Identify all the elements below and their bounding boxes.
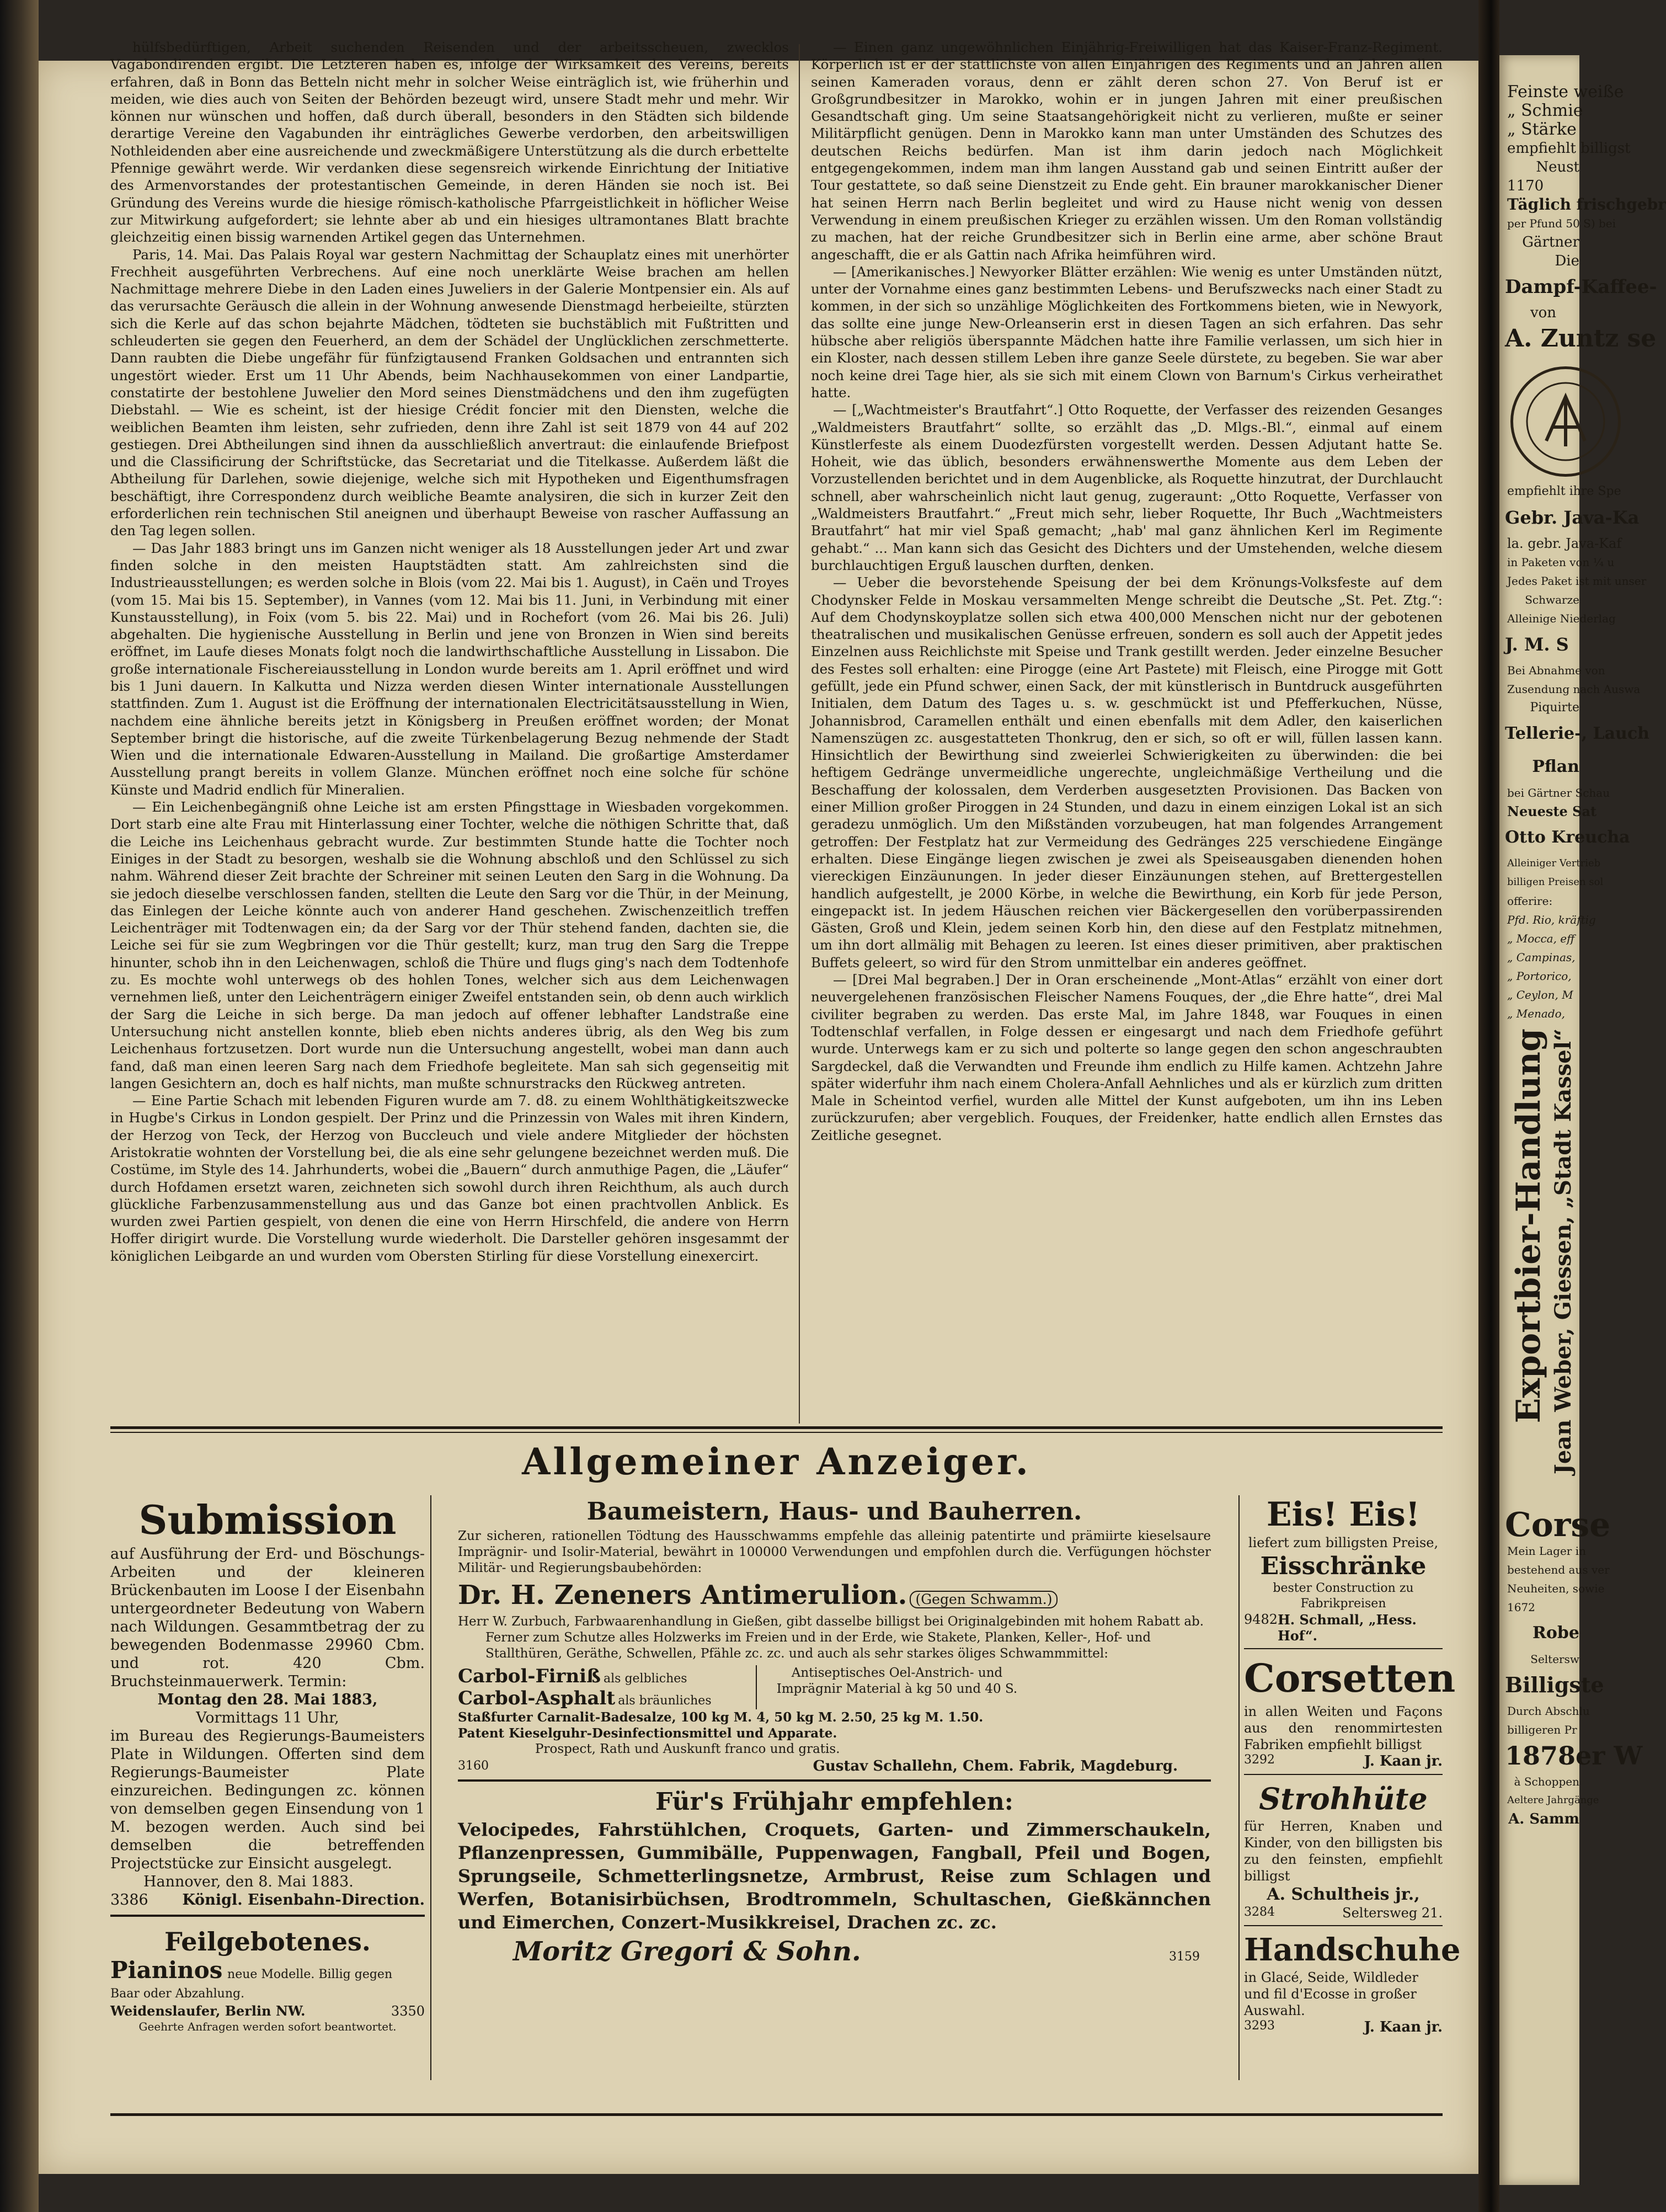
strip-text: A. Samm bbox=[1508, 1811, 1579, 1827]
article-paragraph: Paris, 14. Mai. Das Palais Royal war gestern Nachmittag der Schauplatz eines mit unerhörter Frechheit ausgeführten Verbrechens. Auf eine noch unerklärte Weise brachen am hellen Nachmittage mehrere Diebe in den Laden eines Juweliers in der Galerie Montpensier ein. Als auf das verursachte Geräusch die allein in der Wohnung anwesende Dienstmagd herbeieilte, stürzten sich die Kerle auf das schon bejahrte Mädchen, tödteten sie buchstäblich mit Fußtritten und schleuderten sie gegen den Feuerherd, an dem der Schädel der Unglücklichen zerschmetterte. Dann raubten die Diebe ungefähr für fünfzigtausend Franken Goldsachen und entrannten sich ungestört wieder. Erst um 11 Uhr Abends, beim Nachhausekommen von einer Landpartie, constatirte der bestohlene Juwelier den Mord seines Dienstmädchens und den ihm zugefügten Diebstahl. — Wie es scheint, ist der hiesige Crédit foncier mit den Diensten, welche die weiblichen Beamten ihm leisten, sehr zufrieden, denn ihre Zahl ist seit 1879 von 44 auf 202 gestiegen. Drei Abtheilungen sind ihnen da ausschließlich anvertraut: die einlaufende Briefpost und die Classificirung der Schriftstücke, das Secretariat und die Titelkasse. Außerdem läßt die Abtheilung für Darlehen, sowie diejenige, welche sich mit Hypotheken und Eigenthumsfragen beschäftigt, ihre Correspondenz durch weibliche Beamte analysiren, die sich in kurzer Zeit den erforderlichen rein technischen Stil aneignen und überhaupt Beweise von rascher Auffassung an den Tag legen sollen. bbox=[110, 246, 789, 539]
strip-text: à Schoppen bbox=[1514, 1775, 1579, 1788]
strip-text: Durch Abschlu bbox=[1507, 1704, 1590, 1718]
ad-divider bbox=[1238, 1495, 1240, 2080]
ad-number: 3159 bbox=[1169, 1950, 1200, 1964]
bottom-rule bbox=[110, 2113, 1443, 2116]
strip-text: bei Gärtner Schau bbox=[1507, 786, 1610, 799]
strip-text: la. gebr. Java-Kaf bbox=[1507, 536, 1622, 551]
ad-text: im Bureau des Regierungs-Baumeisters Plate in Wildungen. Offerten sind dem Regierungs-Baumeister Plate einzureichen. Bedingungen zc. können von demselben gegen Einsendung von 1 M. bezogen werden. Auch sind bei demselben die betreffenden Projectstücke zur Einsicht ausgelegt. bbox=[110, 1728, 425, 1872]
column-divider bbox=[799, 44, 800, 1424]
strip-text: Pfd. Rio, kräftig bbox=[1507, 913, 1596, 926]
strip-text: Pflan bbox=[1532, 757, 1579, 776]
ad-number: 3284 bbox=[1244, 1905, 1275, 1919]
strip-text: Alleinige Niederlag bbox=[1507, 612, 1616, 625]
ad-address: Seltersweg 21. bbox=[1342, 1905, 1443, 1921]
strip-text: empfiehlt ihre Spe bbox=[1507, 484, 1621, 498]
ad-time: Vormittags 11 Uhr, bbox=[196, 1709, 339, 1726]
strip-text: billigen Preisen sol bbox=[1507, 876, 1604, 888]
ad-number: 9482 bbox=[1244, 1612, 1278, 1627]
strip-text: Zusendung nach Auswa bbox=[1507, 683, 1641, 696]
ad-text: Staßfurter Carnalit-Badesalze, 100 kg M. 4, 50 kg M. 2.50, 25 kg M. 1.50. bbox=[458, 1710, 984, 1725]
ad-heading: Submission bbox=[138, 1496, 397, 1543]
strip-text: bestehend aus ver bbox=[1507, 1563, 1610, 1576]
strip-text: per Pfund 50 S) bei bbox=[1507, 217, 1616, 230]
ad-signature-row bbox=[110, 1891, 425, 1909]
ad-heading: Strohhüte bbox=[1259, 1781, 1428, 1816]
strip-text: Corse bbox=[1505, 1506, 1611, 1544]
ad-text: in Glacé, Seide, Wildleder und fil d'Ecosse in großer Auswahl. bbox=[1244, 1970, 1418, 2018]
article-paragraph: — Eine Partie Schach mit lebenden Figuren wurde am 7. d8. zu einem Wohlthätigkeitszwecke in Hugbe's Cirkus in London gespielt. Der Prinz und die Prinzessin von Wales mit ihren Kindern, der Herzog von Teck, der Herzog von Buccleuch und viele andere Mitglieder der höchsten Aristokratie wohnten der Vorstellung bei, die als eine sehr gelungene bezeichnet werden muß. Die Costüme, im Style des 14. Jahrhunderts, wobei die „Bauern“ durch anmuthige Pagen, die „Läufer“ durch Hofdamen ersetzt waren, zeichneten sich sowohl durch ihren Reichthum, als auch durch glückliche Farbenzusammenstellung aus und das Ganze bot einen prachtvollen Anblick. Es wurden zwei Partien gespielt, von denen die eine von Herrn Hirschfeld, die andere von Herrn Hoffer dirigirt wurde. Die Vorstellung wurde wiederholt. Die Darsteller gehören insgesammt der königlichen Leibgarde an und wurden vom Obersten Stirling für diese Vorstellung einexercirt. bbox=[110, 1092, 789, 1264]
ad-signature: Königl. Eisenbahn-Direction. bbox=[182, 1891, 425, 1909]
ad-rule bbox=[1244, 1648, 1443, 1649]
strip-text: empfiehlt billigst bbox=[1507, 140, 1631, 157]
strip-text: Otto Kreucha bbox=[1505, 828, 1630, 847]
strip-text: Jedes Paket ist mit unser bbox=[1507, 574, 1647, 588]
ad-rule bbox=[458, 1779, 1211, 1782]
ad-piano-note: Geehrte Anfragen werden sofort beantwortet. bbox=[138, 2020, 397, 2033]
strip-text: Dampf-Kaffee- bbox=[1505, 276, 1657, 298]
strip-text: Täglich frischgebr bbox=[1507, 195, 1666, 214]
ad-piano-text: neue Modelle. Billig gegen Baar oder Abzahlung. bbox=[110, 1968, 393, 2001]
ad-firm-row bbox=[436, 1934, 1233, 1967]
ad-column-left bbox=[110, 1495, 425, 2130]
ad-text: Herr W. Zurbuch, Farbwaarenhandlung in Gießen, gibt dasselbe billigst bei Originalgebinden mit hohem Rabatt ab. bbox=[458, 1614, 1204, 1629]
ad-column-middle bbox=[436, 1495, 1233, 2130]
strip-text: J. M. S bbox=[1505, 634, 1569, 655]
ad-text: für Herren, Knaben und Kinder, von den billigsten bis zu den feinsten, empfiehlt billigst bbox=[1244, 1819, 1443, 1884]
ad-column-right bbox=[1244, 1495, 1461, 2130]
ad-rule bbox=[110, 1915, 425, 1917]
strip-text: 1878er W bbox=[1505, 1741, 1643, 1771]
strip-text: Seltersw bbox=[1530, 1653, 1579, 1666]
strip-text: „ Stärke bbox=[1507, 120, 1577, 139]
section-rule bbox=[110, 1432, 1443, 1433]
ad-product-note: (Gegen Schwamm.) bbox=[910, 1591, 1058, 1608]
ad-number: 3292 bbox=[1244, 1753, 1275, 1767]
article-paragraph: — Ein Leichenbegängniß ohne Leiche ist am ersten Pfingsttage in Wiesbaden vorgekommen. Dort starb eine alte Frau mit Hinterlassung einer Tochter, welche die nöthigen Schritte that, daß die Leiche ins Leichenhaus gebracht wurde. Zur bestimmten Stunde hatte die Tochter noch Einiges in der Stadt zu besorgen, weshalb sie die Wohnung abschloß und den Schlüssel zu sich nahm. Während dieser Zeit brachte der Schreiner mit seinen Leuten den Sarg in die Wohnung. Da sie jedoch dieselbe verschlossen fanden, stellten die Leute den Sarg vor die Thür, in der Meinung, das Einlegen der Leiche könnte auch von anderer Hand geschehen. Zwischenzeitlich treffen Leichenträger mit Todtenwagen ein; da der Sarg vor der Thür stehend fanden, dachten sie, die Leiche sei für sie zum Wegbringen vor die Thür gestellt; kurz, man trug den Sarg die Treppe hinunter, schob ihn in den Leichenwagen, schloß die Thüre und flugs ging's nach dem Todtenhofe zu. Es mochte wohl unterwegs ob des hohlen Tones, welcher sich aus dem Leichenwagen vernehmen ließ, unter den Leichenträgern einiger Zweifel entstanden sein, ob denn auch wirklich der Sarg die Leiche in sich berge. Da man jedoch auf offener lebhafter Landstraße eine Untersuchung nicht anstellen konnte, blieb eben nichts anderes übrig, als den Weg bis zum Leichenhaus fortzusetzen. Dort wurde nun die Untersuchung angestellt, wobei man dann auch fand, daß man einen leeren Sarg nach dem Friedhofe begleitete. Man sah sich gegenseitig mit langen Gesichtern an, doch es half nichts, man mußte schnurstracks den Rückweg antreten. bbox=[110, 799, 789, 1091]
vertical-ad bbox=[1499, 1023, 1579, 1509]
ad-piano-firm: Weidenslaufer, Berlin NW. bbox=[110, 2003, 306, 2019]
strip-text: „ Schmie bbox=[1507, 101, 1583, 120]
scan-left-edge bbox=[0, 0, 39, 2212]
ad-piano-title: Pianinos bbox=[110, 1957, 223, 1984]
ad-text: auf Ausführung der Erd- und Böschungs-Arbeiten und der kleineren Brückenbauten im Loose I der Eisenbahn untergeordneter Bedeutung von Wabern nach Wildungen. Gesammtbetrag der zu bewegenden Bodenmasse 29960 Cbm. und rot. 420 Cbm. Bruchsteinmauerwerk. Termin: bbox=[110, 1545, 425, 1690]
ad-text: Patent Kieselguhr-Desinfectionsmittel und Apparate. bbox=[458, 1726, 837, 1741]
ad-text: Ferner zum Schutze alles Holzwerks im Freien und in der Erde, wie Stakete, Planken, Keller-, Hof- und Stallthüren, Geräthe, Schwellen, Pfähle zc. zc. und auch als sehr starkes öliges Schwammmittel: bbox=[485, 1630, 1151, 1661]
ad-firm: H. Schmall, „Hess. Hof“. bbox=[1278, 1612, 1417, 1644]
ad-number: 3160 bbox=[458, 1759, 489, 1773]
strip-text: Tellerie-, Lauch bbox=[1505, 724, 1649, 743]
article-paragraph: — Das Jahr 1883 bringt uns im Ganzen nicht weniger als 18 Ausstellungen jeder Art und zwar finden solche in den meisten Hauptstädten statt. Am zahlreichsten sind die Industrieausstellungen; es werden solche in Blois (vom 22. Mai bis 1. August), in Caën und Troyes (vom 15. Mai bis 15. September), in Vannes (vom 12. Mai bis 11. Juni, in Verbindung mit einer Kunstausstellung), in Foix (vom 5. bis 22. Mai) und in Rochefort (vom 26. Mai bis 26. Juli) abgehalten. Die hygienische Ausstellung in Berlin und jene von Bronzen in Wien sind bereits eröffnet, im Laufe dieses Monats folgt noch die landwirthschaftliche Ausstellung in Lissabon. Die große internationale Fischereiausstellung in London wurde bereits am 1. April eröffnet und wird bis 1 Juni dauern. In Kalkutta und Nizza werden diesen Winter internationale Ausstellungen stattfinden. Zum 1. August ist die Eröffnung der internationalen Electricitätsausstellung in Wien, nachdem eine ähnliche bereits jetzt in Königsberg in Preußen eröffnet worden; der Monat September bringt die historische, auf die zweite Türkenbelagerung Bezug nehmende der Stadt Wien und die internationale Edwaren-Ausstellung in Mailand. Die großartige Amsterdamer Ausstellung prangt bereits in vollem Glanze. München eröffnet noch eine solche für schöne Künste und Madrid endlich für Mineralien. bbox=[110, 540, 789, 798]
strip-text: in Paketen von ¼ u bbox=[1507, 556, 1615, 569]
article-paragraph: — Einen ganz ungewöhnlichen Einjährig-Freiwilligen hat das Kaiser-Franz-Regiment. Körperlich ist er der stattlichste von allen Einjährigen des Regiments und an Jahren allen seinen Kameraden voraus, denn er zählt deren schon 27. Von Beruf ist er Großgrundbesitzer in Marokko, wohin er in jungen Jahren mit einer preußischen Gesandtschaft ging. Um seine Staatsangehörigkeit nicht zu verlieren, mußte er seiner Militärpflicht genügen. Denn in Marokko kann man unter Umständen des Schutzes des deutschen Reichs bedürfen. Man ist ihm darin jedoch nach Möglichkeit entgegengekommen, indem man ihm langen Ausstand gab und seinen Eintritt außer der Tour gestattete, so daß seine Dienstzeit zu Ende geht. Ein brauner marokkanischer Diener hat seinen Herrn nach Berlin begleitet und wird zu Hause nicht wenig von dessen Verwendung in einem preußischen Krieger zu erzählen wissen. Um den Roman vollständig zu machen, hat der reiche Grundbesitzer sich in Berlin eine arme, aber schöne Braut angeschafft, die er als Gattin nach Afrika heimführen wird. bbox=[811, 39, 1443, 263]
ad-place-date: Hannover, den 8. Mai 1883. bbox=[143, 1873, 354, 1890]
ad-text: in allen Weiten und Façons aus den renommirtesten Fabriken empfiehlt billigst bbox=[1244, 1704, 1443, 1752]
ad-piano-row bbox=[110, 1957, 425, 2003]
strip-text: Neuheiten, sowie bbox=[1507, 1582, 1605, 1595]
strip-vertical-text: Exportbier-Handlung bbox=[1509, 1028, 1548, 1424]
ad-number: 3386 bbox=[110, 1891, 148, 1909]
strip-text: „ Ceylon, M bbox=[1507, 988, 1573, 1001]
strip-text: 1672 bbox=[1507, 1601, 1535, 1614]
ad-firm-row bbox=[436, 1757, 1233, 1775]
strip-text: Alleiniger Vertrieb bbox=[1507, 857, 1601, 869]
ad-firm: J. Kaan jr. bbox=[1364, 1753, 1443, 1769]
ad-text: Velocipedes, Fahrstühlchen, Croquets, Garten- und Zimmerschaukeln, Pflanzenpressen, Gummibälle, Puppenwagen, Fangball, Pfeil und Bogen, Sprungseile, Schmetterlingsnetze, Armbrust, Reise zum Schlagen und Werfen, Botanisirbüchsen, Brodtrommeln, Schultaschen, Gießkännchen und Eimerchen, Conzert-Musikkreisel, Drachen zc. zc. bbox=[458, 1819, 1211, 1933]
ad-firm-row bbox=[1244, 1612, 1443, 1644]
trademark-seal-icon bbox=[1510, 366, 1621, 477]
ad-carbol-name: Carbol-Asphalt bbox=[458, 1687, 616, 1709]
ad-carbol-note: als bräunliches bbox=[618, 1694, 712, 1708]
ad-number: 3350 bbox=[391, 2003, 425, 2019]
article-paragraph: — Ueber die bevorstehende Speisung der bei dem Krönungs-Volksfeste auf dem Chodynsker Felde in Moskau versammelten Menge schreibt die Deutsche „St. Pet. Ztg.“: Auf dem Chodynskoyplatze sollen sich etwa 400,000 Menschen nicht nur der gebotenen theatralischen und musikalischen Genüsse erfreuen, sondern es soll auch der Appetit jedes Einzelnen auss Reichlichste mit Speise und Trank gestillt werden. Jeder einzelne Besucher des Festes soll erhalten: eine Pirogge (eine Art Pastete) mit Fleisch, eine Pirogge mit Gott gefüllt, jede ein Pfund schwer, einen Sack, der mit künstlerisch in Buntdruck ausgeführten Initialen, dem Datum des Tages u. s. w. geschmückt ist und Pfefferkuchen, Nüsse, Johannisbrod, Caramellen enthält und einen ebenfalls mit dem Adler, den kaiserlichen Namenszügen zc. ausgestatteten Thonkrug, den er sich, so oft er will, füllen lassen kann. Hinsichtlich der Bewirthung sind zweierlei Schwierigkeiten zu überwinden: die bei heftigem Gedränge unvermeidliche ungerechte, ungleichmäßige Vertheilung und die Beschaffung der kolossalen, dem Verderben ausgesetzten Provisionen. Das Backen von einer Million großer Piroggen in 24 Stunden, und dazu in einem einzigen Lokal ist an sich geradezu unmöglich. Um den Mißständen vorzubeugen, hat man folgendes Arrangement getroffen: Der Festplatz hat zur Vermeidung des Gedränges 225 verschiedene Eingänge erhalten. Diese Eingänge liegen zwischen je zwei als Speiseausgaben dienenden hohen viereckigen Einzäunungen. In jeder dieser Einzäunungen stehen, auf Brettergestellen handlich aufgestellt, je 2000 Körbe, in welche die Bewirthung, ein Korb für jede Person, eingepackt ist. In jedem Häuschen reichen vier Bäckergesellen den vorüberpassirenden Gästen, Groß und Klein, jedem seinen Korb hin, den diese auf den Festplatz mitnehmen, um ihn dort allmälig mit Behagen zu leeren. Ist eines dieser primitiven, aber praktischen Buffets geleert, so wird für den Strom unmittelbar ein anderes geöffnet. bbox=[811, 574, 1443, 971]
strip-text: „ Menado, bbox=[1507, 1007, 1566, 1020]
ad-date: Montag den 28. Mai 1883, bbox=[157, 1691, 378, 1708]
ad-firm: A. Schultheis jr., bbox=[1267, 1885, 1420, 1904]
strip-text: „ Portorico, bbox=[1507, 969, 1572, 983]
article-column-left bbox=[110, 39, 789, 1265]
strip-text: 1170 bbox=[1507, 178, 1544, 194]
ad-subtitle: Baumeistern, Haus- und Bauherren. bbox=[586, 1497, 1082, 1526]
ad-text: bester Construction zu Fabrikpreisen bbox=[1273, 1581, 1414, 1611]
ad-text: liefert zum billigsten Preise, bbox=[1248, 1535, 1439, 1550]
strip-vertical-text: Jean Weber, Giessen, „Stadt Kassel“ bbox=[1550, 1028, 1576, 1475]
strip-text: Die bbox=[1555, 253, 1579, 269]
strip-text: Neueste Sat bbox=[1507, 803, 1597, 819]
strip-text: offerire: bbox=[1507, 894, 1553, 908]
strip-text: Mein Lager in bbox=[1507, 1544, 1586, 1558]
ad-firm: Moritz Gregori & Sohn. bbox=[513, 1936, 861, 1967]
ad-carbol-desc: Antiseptisches Oel-Anstrich- und Imprägnir Material à kg 50 und 40 S. bbox=[756, 1665, 1032, 1709]
ad-heading: Feilgebotenes. bbox=[164, 1927, 371, 1957]
ad-firm: J. Kaan jr. bbox=[1364, 2019, 1443, 2035]
ad-product-row bbox=[436, 1580, 1233, 1611]
article-paragraph: — [„Wachtmeister's Brautfahrt“.] Otto Roquette, der Verfasser des reizenden Gesanges „Waldmeisters Brautfahrt“ sollte, so erzählt das „D. Mlgs.-Bl.“, einmal auf einem Künstlerfeste als einem Duodezfürsten vorgestellt werden. Dessen Adjutant hatte Se. Hoheit, wie das üblich, besonders erwähnenswerthe Momente aus dem Leben der Vorzustellenden berichtet und in dem Augenblicke, als Roquette hinzutrat, der Durchlaucht schnell, aber wahrscheinlich nicht laut genug, zugeraunt: „Otto Roquette, Verfasser von „Waldmeisters Brautfahrt.“ „Freut mich sehr, lieber Roquette, Ihr Buch „Wachtmeisters Brautfahrt“ hat mir viel Spaß gemacht; „hab' mal ganz ähnlichen Kerl im Regimente gehabt.“ ... Man kann sich das Gesicht des Dichters und der Umstehenden, welche diesem burchlauchtigen Erguß lauschen durften, denken. bbox=[811, 402, 1443, 573]
strip-text: Gärtner bbox=[1522, 234, 1579, 250]
strip-text: billigeren Pr bbox=[1507, 1723, 1577, 1736]
strip-text: Billigste bbox=[1505, 1672, 1604, 1697]
ad-product: Dr. H. Zeneners Antimerulion. bbox=[458, 1580, 907, 1611]
ad-rule bbox=[1244, 1774, 1443, 1775]
strip-text: von bbox=[1530, 305, 1557, 321]
ad-number: 3293 bbox=[1244, 2019, 1275, 2033]
article-paragraph: hülfsbedürftigen, Arbeit suchenden Reisenden und der arbeitsscheuen, zwecklos Vagabondirenden ergibt. Die Letzteren haben es, infolge der Wirksamkeit des Vereins, bereits erfahren, daß in Bonn das Betteln nicht mehr in solcher Weise einträglich ist, wie früherhin und meiden, wie dies auch von Seiten der Behörden bezeugt wird, unsere Stadt mehr und mehr. Wir können nur wünschen und hoffen, daß durch überall, besonders in den Städten sich bildende derartige Vereine den Vagabunden ihr einträgliches Gewerbe verdorben, den arbeitswilligen Nothleidenden aber eine ausreichende und zweckmäßigere Unterstützung als die durch erbettelte Pfennige gewährt werde. Wir verdanken diese segensreich wirkende Einrichtung der Initiative des Armenvorstandes der protestantischen Gemeinde, in deren Händen sie noch ist. Bei Gründung des Vereins wurde die hiesige römisch-katholische Pfarrgeistlichkeit in höflicher Weise zur Mitwirkung aufgefordert; sie lehnte aber ab und ein hiesiges ultramontanes Blatt brachte gleichzeitig einen bissig warnenden Artikel gegen das Unternehmen. bbox=[110, 39, 789, 246]
ad-carbol-note: als gelbliches bbox=[604, 1672, 687, 1686]
section-rule bbox=[110, 1426, 1443, 1429]
ad-carbol-block bbox=[436, 1665, 1233, 1709]
ad-rule bbox=[1244, 1925, 1443, 1926]
ad-text: Prospect, Rath und Auskunft franco und gratis. bbox=[535, 1742, 840, 1756]
strip-text: Robe bbox=[1532, 1623, 1579, 1643]
strip-text: Aeltere Jahrgänge bbox=[1507, 1794, 1599, 1806]
book-gutter bbox=[1478, 0, 1499, 2212]
ad-firm-row bbox=[1244, 2019, 1443, 2035]
ad-product: Eisschränke bbox=[1260, 1552, 1427, 1580]
strip-text: Neust bbox=[1536, 159, 1579, 175]
article-paragraph: — [Drei Mal begraben.] Der in Oran erscheinende „Mont-Atlas“ erzählt von einer dort neuvergelehenen französischen Fleischer Namens Fouques, der „die Ehre hatte“, drei Mal civiliter begraben zu werden. Das erste Mal, im Jahre 1848, war Fouques in einen Todtenschlaf verfallen, in Folge dessen er eingesargt und nach dem Friedhofe geführt wurde. Unterwegs kam er zu sich und polterte so lange gegen den schon angeschraubten Sargdeckel, daß die Verwandten und Freunde ihm endlich zu Hilfe kamen. Achtzehn Jahre später widerfuhr ihm nach einem Cholera-Anfall Aehnliches und als er kürzlich zum dritten Male in Scheintod verfiel, wurden alle Mittel der Kunst aufgeboten, um ihn ins Leben zurückzurufen; aber vergeblich. Fouques, der Freidenker, hatte endlich allen Ernstes das Zeitliche gesegnet. bbox=[811, 972, 1443, 1143]
next-page-strip bbox=[1499, 55, 1666, 2185]
strip-text: „ Campinas, bbox=[1507, 951, 1576, 964]
ad-firm-row bbox=[1244, 1905, 1443, 1921]
article-column-right bbox=[811, 39, 1443, 1144]
strip-text: „ Mocca, eff bbox=[1507, 932, 1575, 945]
ad-divider bbox=[430, 1495, 431, 2080]
ad-text: Zur sicheren, rationellen Tödtung des Hausschwamms empfehle das alleinig patentirte und prämiirte kieselsaure Imprägnir- und Isolir-Material, bewährt in 100000 Verwendungen und empfohlen durch die. Verfügungen höchster Militär- und Regierungsbaubehörden: bbox=[458, 1529, 1211, 1575]
ad-firm: Gustav Schallehn, Chem. Fabrik, Magdeburg. bbox=[813, 1758, 1178, 1774]
ad-piano-firm-row bbox=[110, 2003, 425, 2019]
ad-heading: Für's Frühjahr empfehlen: bbox=[655, 1788, 1013, 1816]
ad-section-title: Allgemeiner Anzeiger. bbox=[522, 1440, 1031, 1483]
article-paragraph: — [Amerikanisches.] Newyorker Blätter erzählen: Wie wenig es unter Umständen nützt, unter der Vornahme eines ganz bestimmten Lebens- und Berufszwecks nach einer Stadt zu kommen, in der sich so unzählige Möglichkeiten des Fortkommens bieten, wie in Newyork, das sollte eine junge New-Orleanserin erst in diesen Tagen an sich erfahren. Das sehr hübsche aber religiös überspannte Mädchen hatte ihre Familie verlassen, um sich hier in ein Kloster, nach dessen stillem Leben ihre ganze Seele dürstete, zu begeben. Sie war aber noch keine drei Tage hier, als sie sich mit einem Clown von Barnum's Cirkus verheirathet hatte. bbox=[811, 263, 1443, 401]
strip-text: A. Zuntz se bbox=[1505, 324, 1657, 353]
ad-heading: Handschuhe bbox=[1244, 1932, 1461, 1968]
strip-text: Feinste weiße bbox=[1507, 82, 1624, 102]
ad-firm-row bbox=[1244, 1753, 1443, 1769]
ad-carbol-name: Carbol-Firniß bbox=[458, 1665, 601, 1687]
strip-text: Gebr. Java-Ka bbox=[1505, 507, 1640, 528]
strip-text: Piquirte bbox=[1530, 701, 1579, 715]
strip-text: Bei Abnahme von bbox=[1507, 664, 1605, 677]
ad-heading: Eis! Eis! bbox=[1266, 1495, 1421, 1534]
strip-text: Schwarze bbox=[1525, 593, 1579, 606]
ad-heading: Corsetten bbox=[1244, 1655, 1456, 1701]
